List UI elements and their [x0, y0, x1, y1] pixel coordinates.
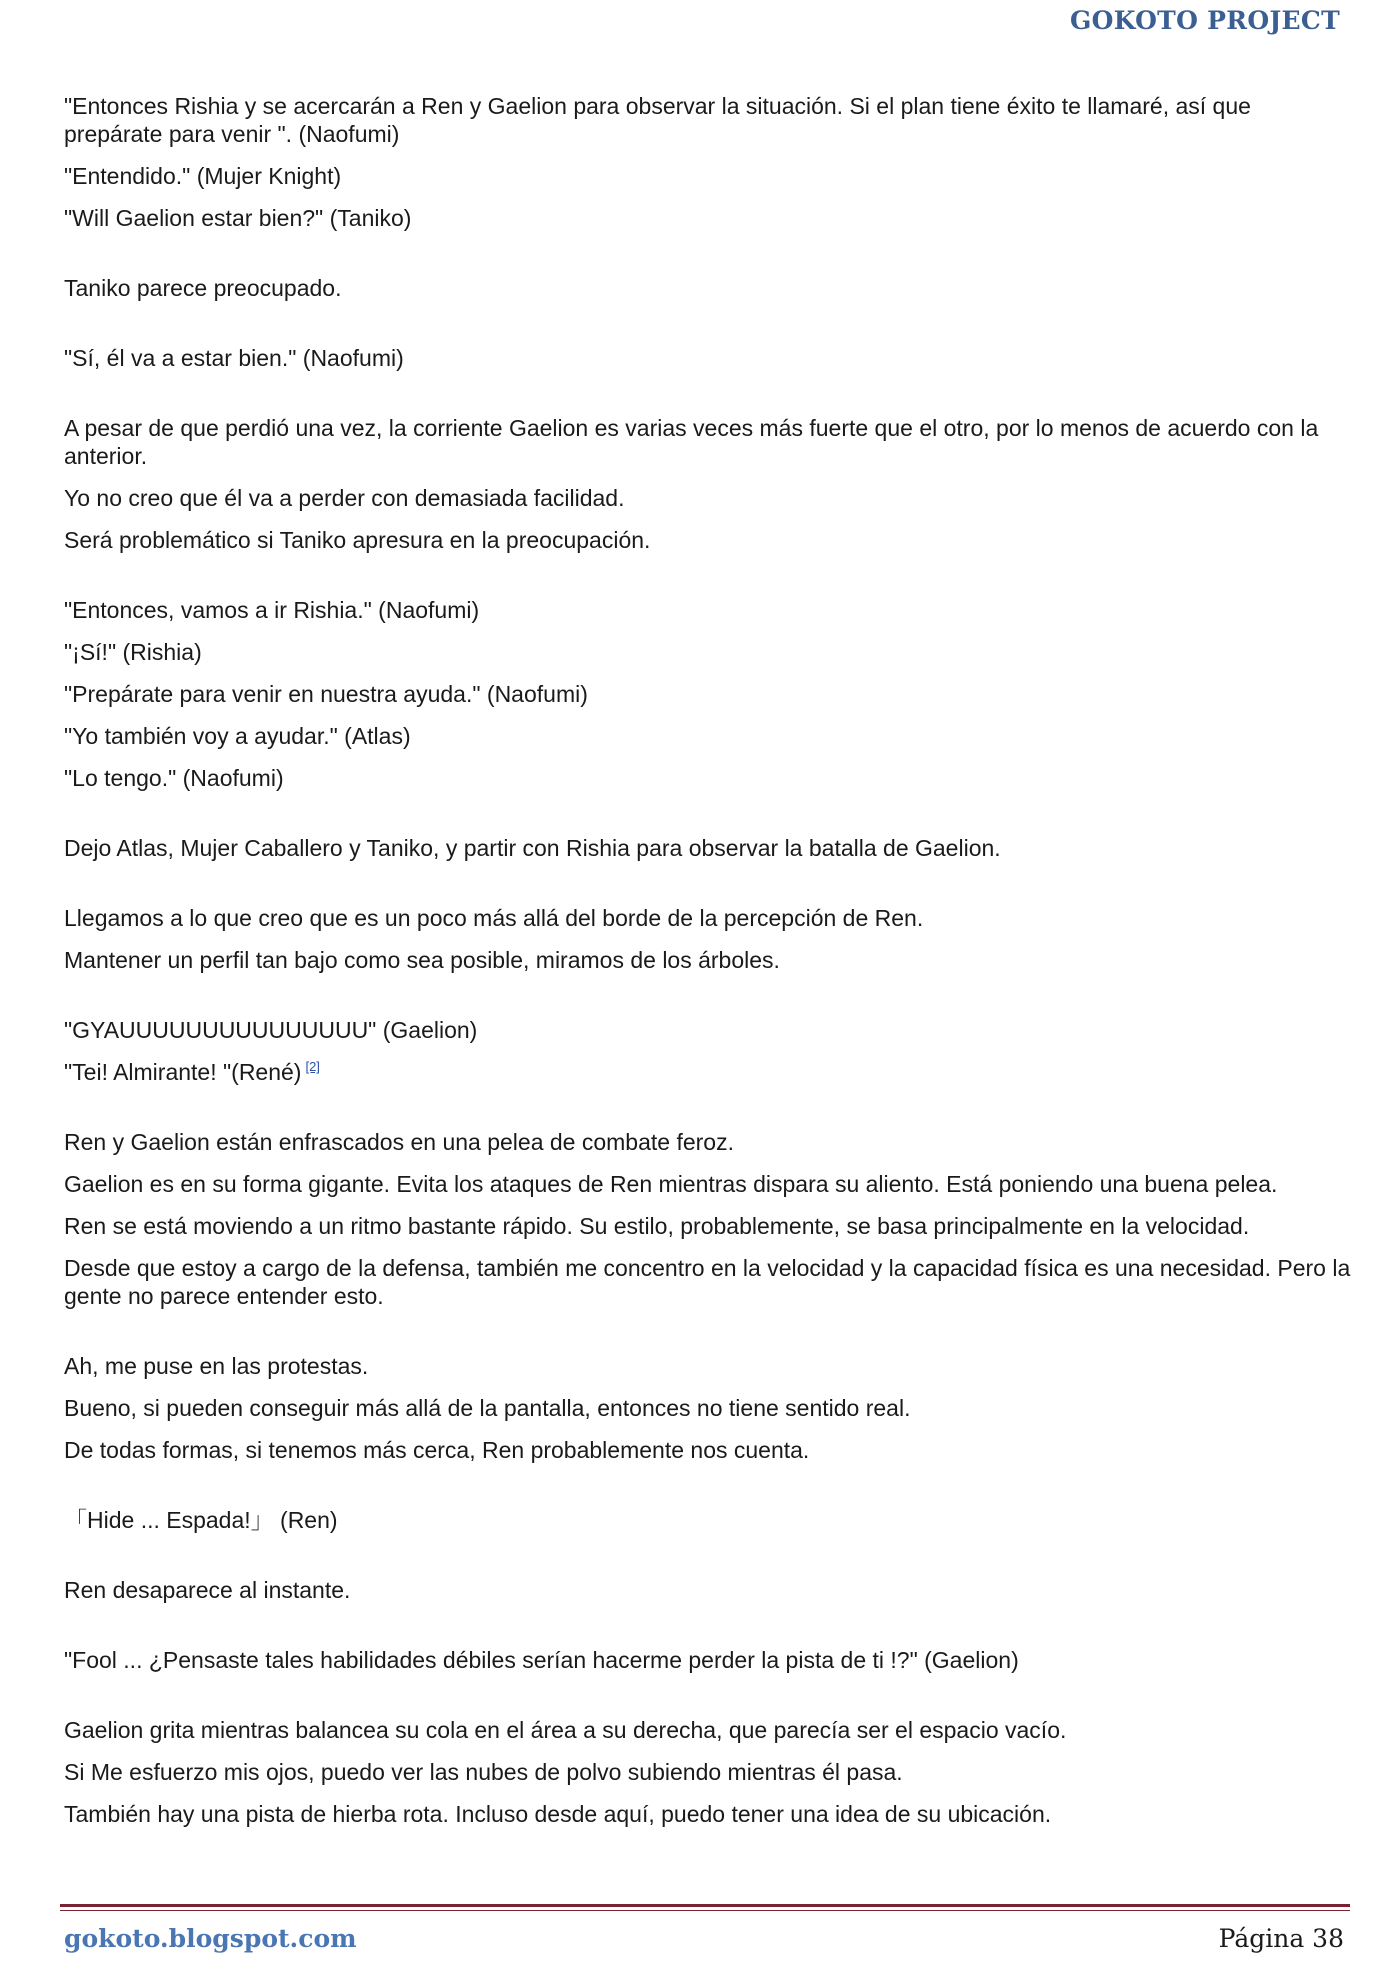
page-number: Página 38: [1218, 1924, 1344, 1953]
document-body: [64, 92, 1354, 1842]
paragraph: [64, 162, 1354, 190]
footnote-link[interactable]: [2]: [305, 1059, 320, 1075]
footer-divider: [60, 1904, 1350, 1907]
paragraph-text: Desde que estoy a cargo de la defensa, también me concentro en la velocidad y la capacidad física es una necesidad. Pero la gente no parece entender esto.: [64, 1255, 1351, 1309]
paragraph: [64, 638, 1354, 666]
paragraph: [64, 1716, 1354, 1744]
paragraph: [64, 1576, 1354, 1604]
paragraph-text: "Will Gaelion estar bien?" (Taniko): [64, 205, 412, 231]
paragraph: [64, 1646, 1354, 1674]
paragraph-text: Será problemático si Taniko apresura en la preocupación.: [64, 527, 651, 553]
paragraph: [64, 596, 1354, 624]
paragraph-text: Ren desaparece al instante.: [64, 1577, 351, 1603]
paragraph: [64, 1436, 1354, 1464]
paragraph: [64, 414, 1354, 470]
paragraph: [64, 1170, 1354, 1198]
paragraph-text: "Sí, él va a estar bien." (Naofumi): [64, 345, 404, 371]
paragraph-text: "Fool ... ¿Pensaste tales habilidades débiles serían hacerme perder la pista de ti !?" (Gaelion): [64, 1647, 1019, 1673]
paragraph-text: "Entendido." (Mujer Knight): [64, 163, 342, 189]
paragraph: [64, 1254, 1354, 1310]
paragraph-text: "Entonces, vamos a ir Rishia." (Naofumi): [64, 597, 480, 623]
paragraph: [64, 834, 1354, 862]
paragraph-text: "Entonces Rishia y se acercarán a Ren y Gaelion para observar la situación. Si el plan tiene éxito te llamaré, así que prepárate para venir ". (Naofumi): [64, 93, 1251, 147]
paragraph: [64, 1800, 1354, 1828]
paragraph-text: "Yo también voy a ayudar." (Atlas): [64, 723, 411, 749]
paragraph-text: "Prepárate para venir en nuestra ayuda." (Naofumi): [64, 681, 588, 707]
paragraph: [64, 92, 1354, 148]
paragraph-text: Taniko parece preocupado.: [64, 275, 342, 301]
paragraph-text: A pesar de que perdió una vez, la corriente Gaelion es varias veces más fuerte que el otro, por lo menos de acuerdo con la anterior.: [64, 415, 1319, 469]
paragraph: [64, 1758, 1354, 1786]
paragraph-text: "¡Sí!" (Rishia): [64, 639, 202, 665]
paragraph-text: Ren se está moviendo a un ritmo bastante rápido. Su estilo, probablemente, se basa principalmente en la velocidad.: [64, 1213, 1250, 1239]
paragraph-text: "GYAUUUUUUUUUUUUUUU" (Gaelion): [64, 1017, 478, 1043]
paragraph: [64, 1016, 1354, 1044]
paragraph-text: Gaelion es en su forma gigante. Evita los ataques de Ren mientras dispara su aliento. Está poniendo una buena pelea.: [64, 1171, 1278, 1197]
paragraph: [64, 526, 1354, 554]
paragraph: [64, 1506, 1354, 1534]
paragraph-text: Mantener un perfil tan bajo como sea posible, miramos de los árboles.: [64, 947, 780, 973]
paragraph-text: Ren y Gaelion están enfrascados en una pelea de combate feroz.: [64, 1129, 734, 1155]
paragraph: [64, 484, 1354, 512]
paragraph-text: 「Hide ... Espada!」 (Ren): [64, 1507, 338, 1533]
paragraph: [64, 1394, 1354, 1422]
paragraph: [64, 946, 1354, 974]
paragraph: [64, 1128, 1354, 1156]
paragraph: [64, 764, 1354, 792]
paragraph-text: Si Me esfuerzo mis ojos, puedo ver las nubes de polvo subiendo mientras él pasa.: [64, 1759, 903, 1785]
paragraph: [64, 204, 1354, 232]
paragraph: [64, 1058, 1354, 1086]
paragraph-text: Yo no creo que él va a perder con demasiada facilidad.: [64, 485, 625, 511]
paragraph: [64, 680, 1354, 708]
paragraph-text: De todas formas, si tenemos más cerca, Ren probablemente nos cuenta.: [64, 1437, 810, 1463]
paragraph: [64, 344, 1354, 372]
paragraph-text: "Tei! Almirante! "(René): [64, 1059, 302, 1085]
header-brand: GOKOTO PROJECT: [1070, 6, 1340, 35]
footer-site-link[interactable]: gokoto.blogspot.com: [64, 1924, 357, 1953]
paragraph: [64, 722, 1354, 750]
paragraph-text: Bueno, si pueden conseguir más allá de la pantalla, entonces no tiene sentido real.: [64, 1395, 911, 1421]
paragraph-text: También hay una pista de hierba rota. Incluso desde aquí, puedo tener una idea de su ubicación.: [64, 1801, 1052, 1827]
footer-divider-thin: [60, 1910, 1350, 1911]
paragraph: [64, 274, 1354, 302]
paragraph-text: Gaelion grita mientras balancea su cola en el área a su derecha, que parecía ser el espacio vacío.: [64, 1717, 1067, 1743]
paragraph-text: Dejo Atlas, Mujer Caballero y Taniko, y partir con Rishia para observar la batalla de Gaelion.: [64, 835, 1001, 861]
paragraph-text: Ah, me puse en las protestas.: [64, 1353, 369, 1379]
paragraph-text: "Lo tengo." (Naofumi): [64, 765, 284, 791]
paragraph: [64, 904, 1354, 932]
paragraph-text: Llegamos a lo que creo que es un poco más allá del borde de la percepción de Ren.: [64, 905, 924, 931]
paragraph: [64, 1352, 1354, 1380]
paragraph: [64, 1212, 1354, 1240]
